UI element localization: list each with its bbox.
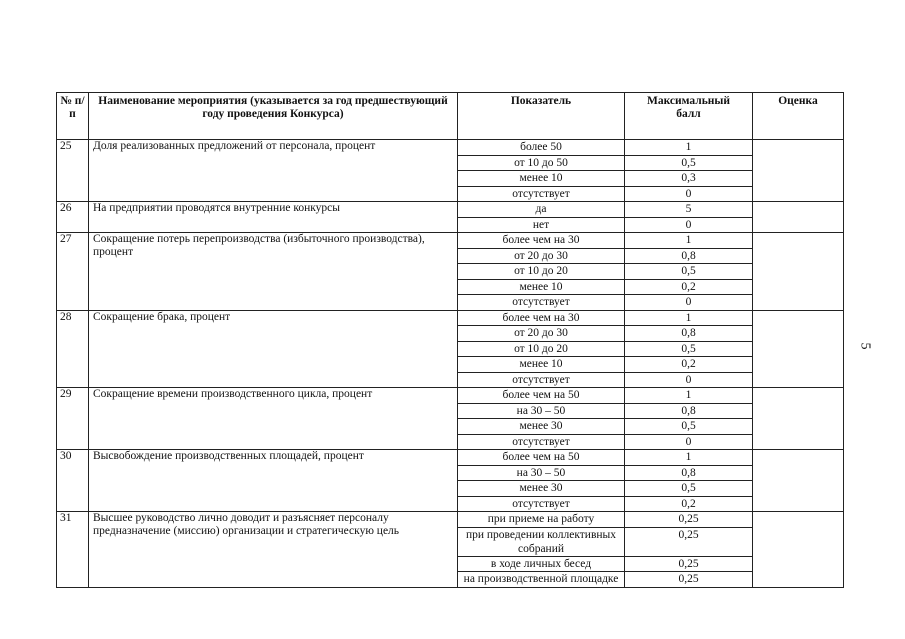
indicator-cell: от 20 до 30 [458, 326, 625, 342]
indicator-cell: отсутствует [458, 434, 625, 450]
max-score-cell: 0,2 [625, 496, 753, 512]
max-score-cell: 0 [625, 217, 753, 233]
table-row [57, 450, 844, 466]
max-score-cell: 0,5 [625, 341, 753, 357]
grade-cell [753, 140, 844, 202]
max-score-cell: 1 [625, 140, 753, 156]
event-name: Сокращение потерь перепроизводства (избыточного производства), процент [89, 233, 458, 311]
indicator-cell: от 10 до 20 [458, 341, 625, 357]
grade-cell [753, 388, 844, 450]
indicator-cell: в ходе личных бесед [458, 556, 625, 572]
event-name: Доля реализованных предложений от персонала, процент [89, 140, 458, 202]
indicator-cell: на 30 – 50 [458, 403, 625, 419]
table-row [57, 233, 844, 249]
max-score-cell: 0,8 [625, 248, 753, 264]
max-score-cell: 0,25 [625, 572, 753, 588]
max-score-cell: 0,8 [625, 465, 753, 481]
indicator-cell: отсутствует [458, 372, 625, 388]
table-row [57, 388, 844, 404]
max-score-cell: 0,25 [625, 512, 753, 528]
grade-cell [753, 450, 844, 512]
indicator-cell: при приеме на работу [458, 512, 625, 528]
row-number: 30 [57, 450, 89, 512]
max-score-cell: 0 [625, 295, 753, 311]
event-name: Высшее руководство лично доводит и разъясняет персоналу предназначение (миссию) организации и стратегическую цель [89, 512, 458, 588]
event-name: Высвобождение производственных площадей, процент [89, 450, 458, 512]
table-row [57, 140, 844, 156]
indicator-cell: менее 10 [458, 279, 625, 295]
indicator-cell: менее 10 [458, 357, 625, 373]
row-number: 31 [57, 512, 89, 588]
max-score-cell: 0,25 [625, 527, 753, 556]
indicator-cell: более 50 [458, 140, 625, 156]
indicator-cell: при проведении коллективных собраний [458, 527, 625, 556]
grade-cell [753, 233, 844, 311]
indicator-cell: от 20 до 30 [458, 248, 625, 264]
indicator-cell: отсутствует [458, 295, 625, 311]
header-grade: Оценка [753, 93, 844, 140]
max-score-cell: 5 [625, 202, 753, 218]
max-score-cell: 0,8 [625, 403, 753, 419]
table-header-row [57, 93, 844, 140]
table-row [57, 310, 844, 326]
indicator-cell: нет [458, 217, 625, 233]
max-score-cell: 0,5 [625, 264, 753, 280]
indicator-cell: более чем на 30 [458, 310, 625, 326]
max-score-cell: 0,2 [625, 357, 753, 373]
table-body [57, 140, 844, 588]
max-score-cell: 0,5 [625, 481, 753, 497]
page-number: 5 [857, 342, 873, 350]
row-number: 27 [57, 233, 89, 311]
indicator-cell: менее 30 [458, 419, 625, 435]
indicator-cell: да [458, 202, 625, 218]
grade-cell [753, 310, 844, 388]
header-num: № п/п [57, 93, 89, 140]
indicator-cell: отсутствует [458, 496, 625, 512]
indicator-cell: на производственной площадке [458, 572, 625, 588]
max-score-cell: 0,5 [625, 419, 753, 435]
max-score-cell: 0,25 [625, 556, 753, 572]
indicator-cell: более чем на 50 [458, 450, 625, 466]
max-score-cell: 0 [625, 434, 753, 450]
indicator-cell: более чем на 50 [458, 388, 625, 404]
criteria-table [56, 92, 844, 588]
table-row [57, 512, 844, 528]
indicator-cell: от 10 до 20 [458, 264, 625, 280]
max-score-cell: 0,8 [625, 326, 753, 342]
indicator-cell: на 30 – 50 [458, 465, 625, 481]
max-score-cell: 1 [625, 388, 753, 404]
header-max-score: Максимальный балл [625, 93, 753, 140]
max-score-cell: 0 [625, 186, 753, 202]
event-name: Сокращение времени производственного цикла, процент [89, 388, 458, 450]
max-score-cell: 1 [625, 450, 753, 466]
row-number: 26 [57, 202, 89, 233]
row-number: 28 [57, 310, 89, 388]
max-score-cell: 0,2 [625, 279, 753, 295]
header-name: Наименование мероприятия (указывается за год предшествующий году проведения Конкурса) [89, 93, 458, 140]
header-indicator: Показатель [458, 93, 625, 140]
grade-cell [753, 512, 844, 588]
indicator-cell: от 10 до 50 [458, 155, 625, 171]
indicator-cell: отсутствует [458, 186, 625, 202]
max-score-cell: 0,3 [625, 171, 753, 187]
row-number: 29 [57, 388, 89, 450]
max-score-cell: 0 [625, 372, 753, 388]
event-name: Сокращение брака, процент [89, 310, 458, 388]
indicator-cell: менее 30 [458, 481, 625, 497]
max-score-cell: 0,5 [625, 155, 753, 171]
max-score-cell: 1 [625, 310, 753, 326]
event-name: На предприятии проводятся внутренние конкурсы [89, 202, 458, 233]
indicator-cell: менее 10 [458, 171, 625, 187]
table-row [57, 202, 844, 218]
max-score-cell: 1 [625, 233, 753, 249]
indicator-cell: более чем на 30 [458, 233, 625, 249]
grade-cell [753, 202, 844, 233]
row-number: 25 [57, 140, 89, 202]
